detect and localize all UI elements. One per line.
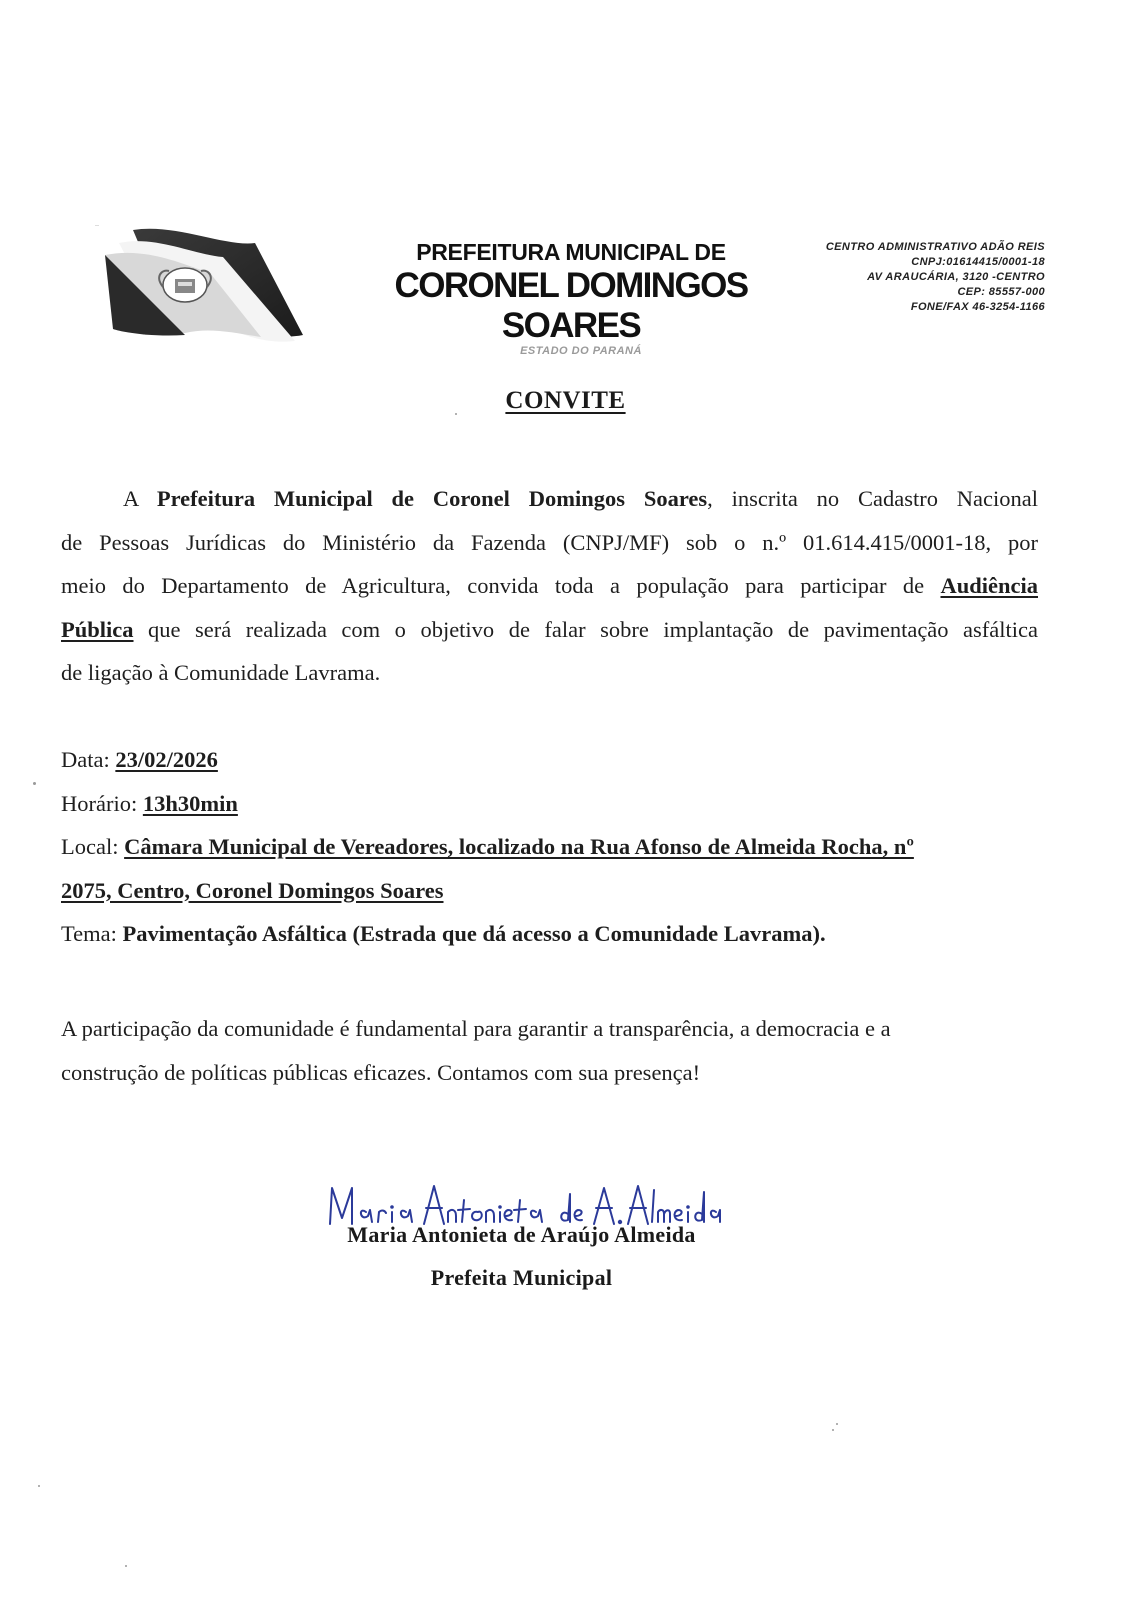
event-type-highlight: Audiência (940, 573, 1038, 598)
scan-speck (38, 1485, 40, 1487)
signatory-name: Maria Antonieta de Araújo Almeida (347, 1222, 696, 1247)
contact-line: CNPJ:01614415/0001-18 (911, 256, 1045, 268)
paragraph-line: meio do Departamento de Agricultura, convida toda a população para participar de Audiência (61, 573, 1038, 598)
letterhead-line1: PREFEITURA MUNICIPAL DE (416, 239, 726, 265)
event-theme: Pavimentação Asfáltica (Estrada que dá acesso a Comunidade Lavrama). (122, 921, 826, 946)
event-time-row: Horário: 13h30min (61, 790, 238, 816)
parana-flag-logo (85, 225, 310, 350)
signatory-role: Prefeita Municipal (430, 1265, 613, 1290)
scan-speck (832, 1429, 834, 1431)
contact-line: AV ARAUCÁRIA, 3120 -CENTRO (867, 271, 1045, 283)
paragraph-line: Pública que será realizada com o objetivo de falar sobre implantação de pavimentação asfáltica (61, 616, 1038, 642)
scan-speck (455, 413, 457, 415)
closing-line: A participação da comunidade é fundamental para garantir a transparência, a democracia e a (61, 1016, 891, 1041)
contact-line: CENTRO ADMINISTRATIVO ADÃO REIS (825, 241, 1045, 253)
event-place: Câmara Municipal de Vereadores, localizado na Rua Afonso de Almeida Rocha, nº (124, 834, 914, 859)
event-date-row: Data: 23/02/2026 (61, 747, 218, 772)
event-place-row-cont (61, 869, 1038, 913)
scan-speck (33, 782, 36, 785)
scan-speck (125, 1565, 127, 1567)
institution-name: Prefeitura Municipal de Coronel Domingos Soares (156, 486, 708, 511)
event-details (61, 738, 1038, 956)
paragraph-line: de Pessoas Jurídicas do Ministério da Fazenda (CNPJ/MF) sob o n.º 01.614.415/0001-18, por (61, 529, 1038, 555)
event-theme-row: Tema: Pavimentação Asfáltica (Estrada que dá acesso a Comunidade Lavrama). (61, 921, 826, 946)
invitation-paragraph (61, 477, 1038, 695)
event-place-cont: 2075, Centro, Coronel Domingos Soares (61, 877, 444, 903)
event-time: 13h30min (142, 790, 238, 816)
document-title: CONVITE (505, 387, 626, 414)
scan-speck (836, 1423, 838, 1425)
closing-line: construção de políticas públicas eficazes. Contamos com sua presença! (61, 1059, 701, 1085)
paragraph-line: A Prefeitura Municipal de Coronel Domingos Soares, inscrita no Cadastro Nacional (123, 486, 1038, 511)
contact-line: FONE/FAX 46-3254-1166 (910, 301, 1045, 313)
event-type-highlight: Pública (61, 616, 134, 642)
contact-line: CEP: 85557-000 (957, 286, 1045, 298)
letterhead-municipality: CORONEL DOMINGOS SOARES (394, 266, 748, 345)
letterhead-state: ESTADO DO PARANÁ (520, 345, 642, 357)
letterhead-title-block (336, 238, 806, 358)
paragraph-line: de ligação à Comunidade Lavrama. (61, 660, 381, 685)
closing-paragraph (61, 1007, 1038, 1094)
letterhead-contact-block (755, 240, 1045, 315)
event-place-row: Local: Câmara Municipal de Vereadores, localizado na Rua Afonso de Almeida Rocha, nº (61, 834, 914, 859)
event-date: 23/02/2026 (115, 747, 218, 772)
parana-state-flag-icon (85, 225, 310, 350)
